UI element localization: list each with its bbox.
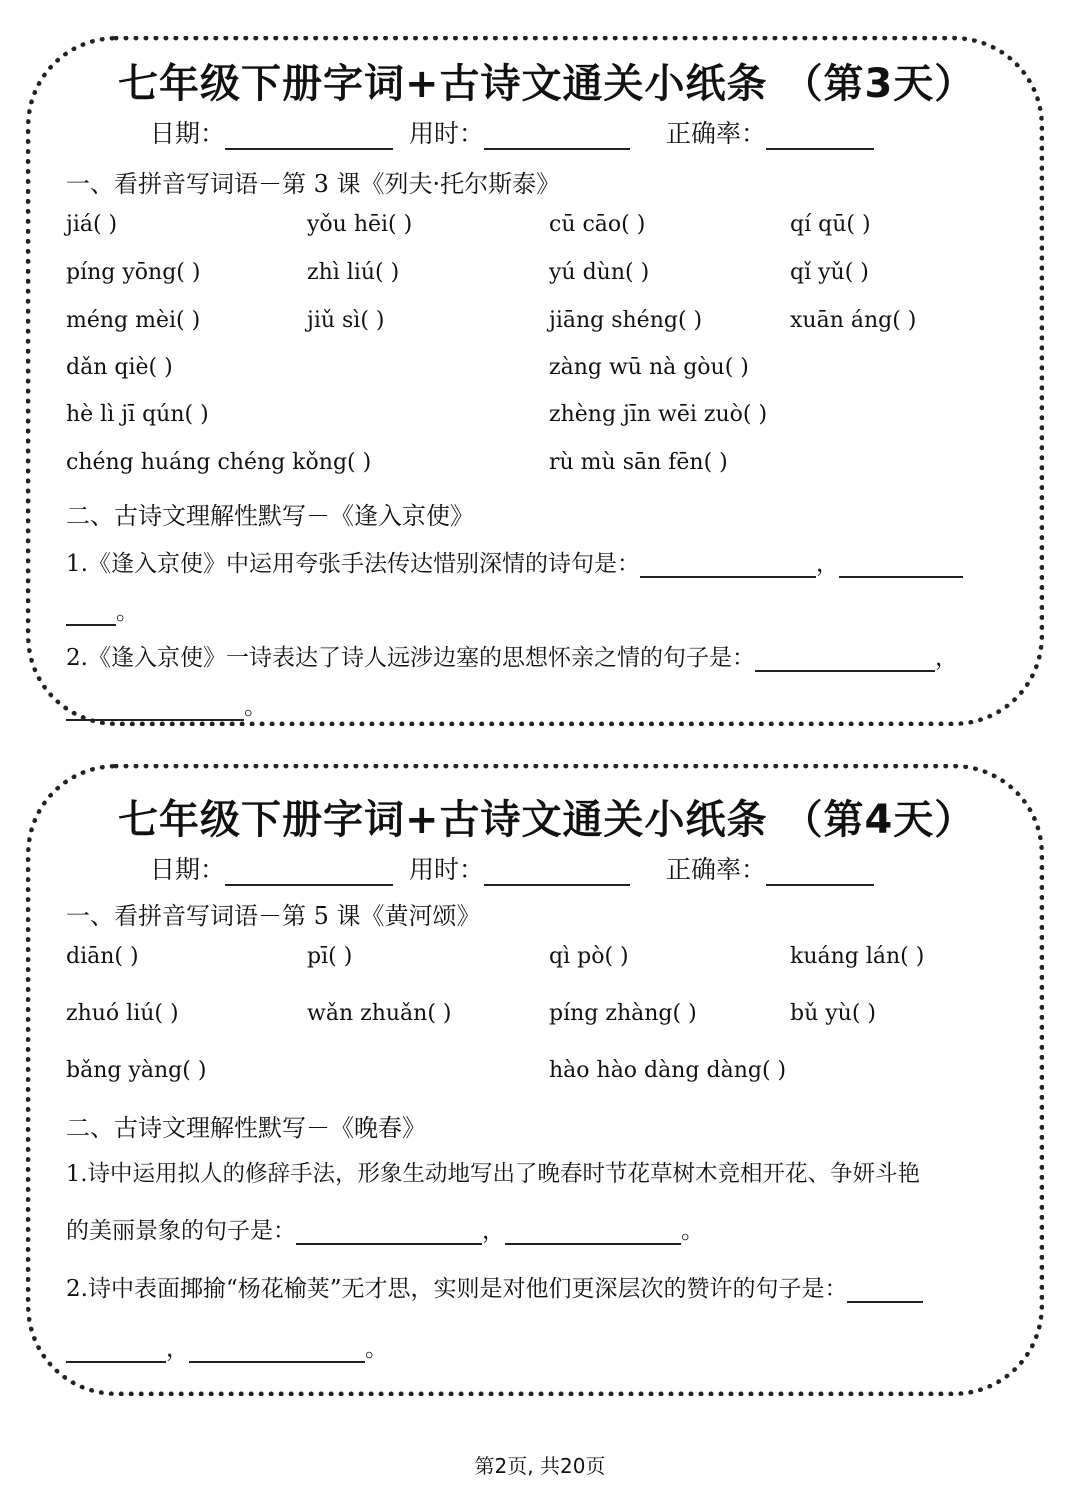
card1-accuracy-blank[interactable]	[766, 148, 874, 150]
answer-blank[interactable]	[755, 670, 935, 672]
answer-blank[interactable]	[296, 1243, 482, 1245]
answer-blank[interactable]	[66, 719, 244, 721]
pinyin-item: diān( )	[66, 944, 139, 969]
period: 。	[244, 694, 267, 720]
card1-question-1-cont	[66, 593, 139, 626]
pinyin-item: dǎn qiè( )	[66, 355, 173, 380]
comma: ，	[482, 1218, 505, 1244]
answer-blank[interactable]	[839, 576, 963, 578]
pinyin-item: qì pò( )	[549, 944, 629, 969]
card2-section2-heading: 二、古诗文理解性默写－《晚春》	[66, 1114, 426, 1142]
pinyin-item: hè lì jī qún( )	[66, 402, 209, 427]
card2-title: 七年级下册字词+古诗文通关小纸条 （第4天）	[118, 797, 976, 843]
period: 。	[116, 599, 139, 625]
card2-time-label: 用时：	[408, 855, 484, 884]
card2-section1-heading: 一、看拼音写词语－第 5 课《黄河颂》	[66, 902, 481, 930]
pinyin-item: méng mèi( )	[66, 308, 201, 333]
pinyin-item: yǒu hēi( )	[307, 212, 413, 237]
answer-blank[interactable]	[189, 1361, 365, 1363]
card1-time-blank[interactable]	[484, 148, 630, 150]
card2-date-blank[interactable]	[225, 884, 393, 886]
question-text: 1.《逢入京使》中运用夸张手法传达惜别深情的诗句是：	[66, 551, 640, 577]
period: 。	[681, 1218, 704, 1244]
pinyin-item: zhèng jīn wēi zuò( )	[549, 402, 768, 427]
pinyin-item: bǔ yù( )	[790, 1001, 877, 1026]
pinyin-item: cū cāo( )	[549, 212, 646, 237]
pinyin-item: qí qū( )	[790, 212, 871, 237]
answer-blank[interactable]	[66, 1361, 166, 1363]
question-text: 的美丽景象的句子是：	[66, 1218, 296, 1244]
card1-question-2	[66, 639, 958, 672]
pinyin-item: píng zhàng( )	[549, 1001, 697, 1026]
card1-section2-heading: 二、古诗文理解性默写－《逢入京使》	[66, 502, 474, 530]
answer-blank[interactable]	[640, 576, 816, 578]
card1-time-label: 用时：	[408, 119, 484, 148]
pinyin-item: xuān áng( )	[790, 308, 917, 333]
pinyin-item: zhuó liú( )	[66, 1001, 179, 1026]
card1-date-label: 日期：	[150, 119, 226, 148]
pinyin-item: hào hào dàng dàng( )	[549, 1058, 787, 1083]
card2-question-2	[66, 1270, 923, 1303]
pinyin-item: zàng wū nà gòu( )	[549, 355, 749, 380]
pinyin-item: chéng huáng chéng kǒng( )	[66, 450, 372, 475]
answer-blank[interactable]	[505, 1243, 681, 1245]
card1-date-blank[interactable]	[225, 148, 393, 150]
pinyin-item: kuáng lán( )	[790, 944, 925, 969]
period: 。	[365, 1336, 388, 1362]
question-text: 2.《逢入京使》一诗表达了诗人远涉边塞的思想怀亲之情的句子是：	[66, 645, 755, 671]
comma: ，	[934, 645, 958, 671]
card1-question-2-cont	[66, 688, 267, 721]
card1-title: 七年级下册字词+古诗文通关小纸条 （第3天）	[118, 61, 976, 107]
pinyin-item: jiǔ sì( )	[307, 308, 385, 333]
card1-meta-row	[150, 114, 874, 150]
comma: ，	[815, 551, 839, 577]
pinyin-item: pī( )	[307, 944, 353, 969]
pinyin-item: bǎng yàng( )	[66, 1058, 207, 1083]
pinyin-item: jiāng shéng( )	[549, 308, 703, 333]
pinyin-item: jiá( )	[66, 212, 118, 237]
card2-accuracy-label: 正确率：	[665, 855, 766, 884]
card2-question-1-cont	[66, 1212, 704, 1245]
pinyin-item: píng yōng( )	[66, 260, 201, 285]
card1-accuracy-label: 正确率：	[665, 119, 766, 148]
pinyin-item: zhì liú( )	[307, 260, 400, 285]
answer-blank[interactable]	[847, 1301, 923, 1303]
card2-meta-row	[150, 850, 874, 886]
question-text: 2.诗中表面揶揄“杨花榆荚”无才思，实则是对他们更深层次的赞许的句子是：	[66, 1276, 848, 1302]
card2-time-blank[interactable]	[484, 884, 630, 886]
pinyin-item: rù mù sān fēn( )	[549, 450, 728, 475]
answer-blank[interactable]	[66, 624, 116, 626]
pinyin-item: wǎn zhuǎn( )	[307, 1001, 452, 1026]
pinyin-item: qǐ yǔ( )	[790, 260, 869, 285]
card2-question-2-cont	[66, 1330, 388, 1363]
card2-question-1: 1.诗中运用拟人的修辞手法，形象生动地写出了晚春时节花草树木竞相开花、争妍斗艳	[66, 1161, 920, 1187]
pinyin-item: yú dùn( )	[549, 260, 650, 285]
card2-date-label: 日期：	[150, 855, 226, 884]
comma: ，	[166, 1336, 189, 1362]
card1-question-1	[66, 545, 963, 578]
page-number: 第2页, 共20页	[474, 1454, 606, 1478]
card2-accuracy-blank[interactable]	[766, 884, 874, 886]
card1-section1-heading: 一、看拼音写词语－第 3 课《列夫·托尔斯泰》	[66, 170, 561, 198]
